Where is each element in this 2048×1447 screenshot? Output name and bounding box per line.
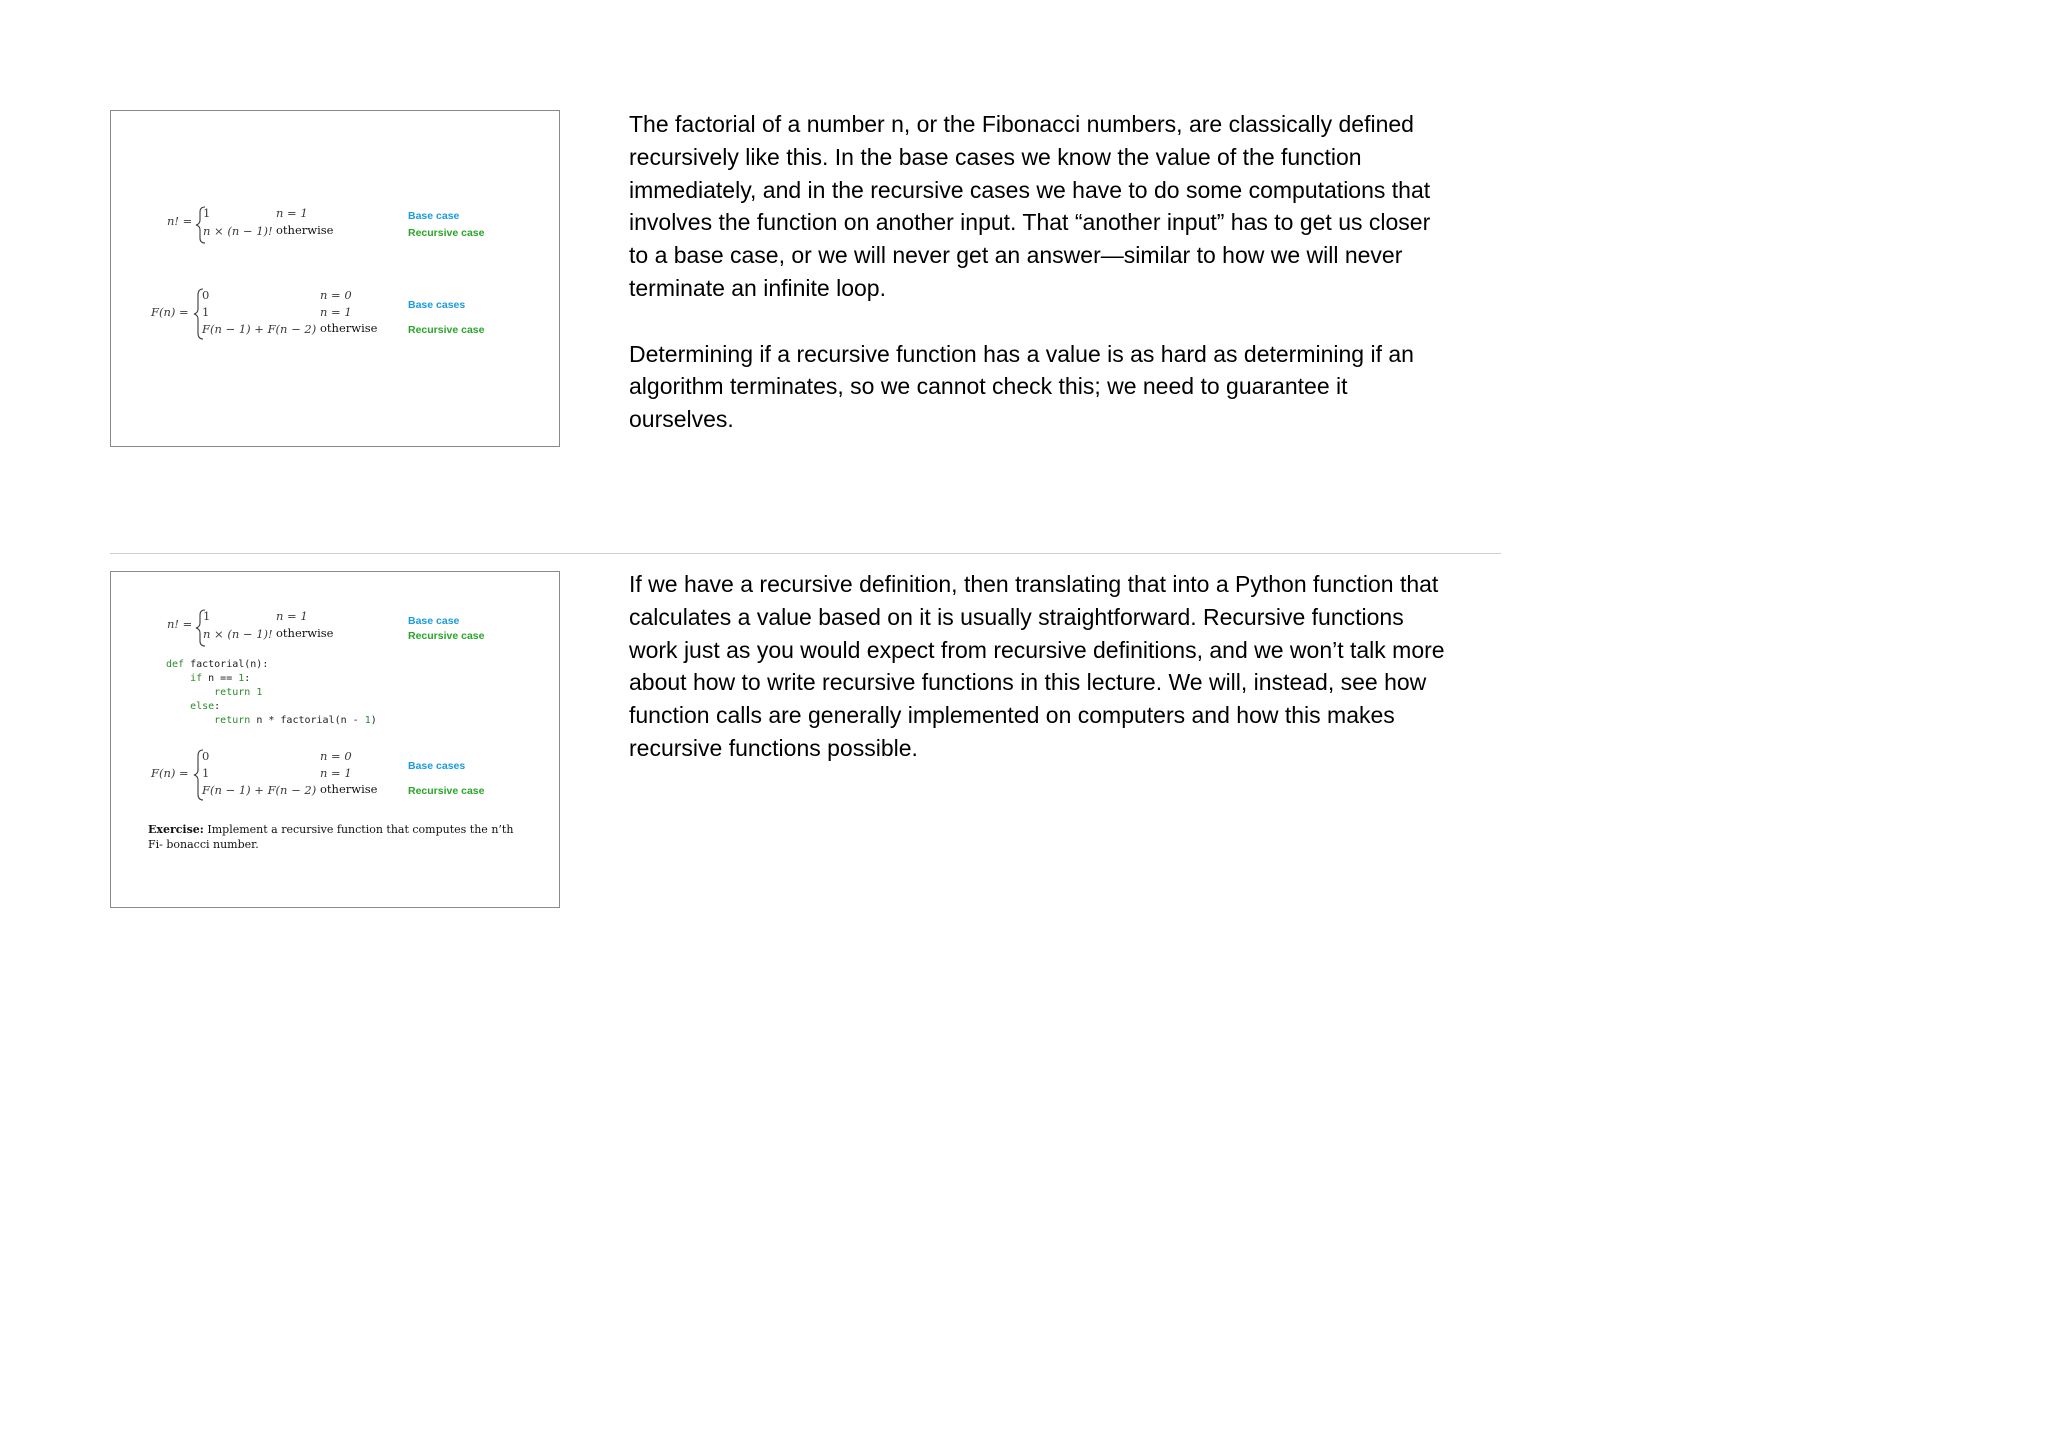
python-code-block <box>166 658 377 728</box>
base-cases-label: Base cases <box>408 760 466 772</box>
fibonacci-case3-value: F(n − 1) + F(n − 2) <box>202 322 317 336</box>
fibonacci-case2-condition: n = 1 <box>320 305 352 319</box>
factorial-case2-condition: otherwise <box>276 223 334 237</box>
section-divider <box>110 553 1501 554</box>
code-line: else: <box>166 701 221 712</box>
notes-paragraph: If we have a recursive definition, then translating that into a Python function that calculates a value based on it is usually straightforward. Recursive functions work just as you would expect from recursive definitions, and we won’t talk more about how to write recursive functions in this lecture. We will, instead, see how function calls are generally implemented on computers and how this makes recursive functions possible. <box>629 571 1445 761</box>
base-case-label: Base case <box>408 210 460 222</box>
fibonacci-case1-condition: n = 0 <box>320 749 352 763</box>
fibonacci-lhs: F(n) = <box>151 305 189 319</box>
factorial-lhs: n! = <box>167 617 193 631</box>
slide-thumbnail-2[interactable] <box>110 571 560 908</box>
speaker-notes-2 <box>629 568 1449 798</box>
fibonacci-case1-value: 0 <box>202 288 210 302</box>
speaker-notes-1 <box>629 108 1449 469</box>
notes-paragraph: The factorial of a number n, or the Fibonacci numbers, are classically defined recursively like this. In the base cases we know the value of the function immediately, and in the recursive cases we have to do some computations that involves the function on another input. That “another input” has to get us closer to a base case, or we will never get an answer—similar to how we will never terminate an infinite loop. <box>629 111 1431 301</box>
code-line: return n * factorial(n - 1) <box>166 715 377 726</box>
factorial-case1-value: 1 <box>203 206 211 220</box>
fibonacci-case1-condition: n = 0 <box>320 288 352 302</box>
recursive-case-label: Recursive case <box>408 324 485 336</box>
notes-paragraph: Determining if a recursive function has a value is as hard as determining if an algorithm terminates, so we cannot check this; we need to guarantee it ourselves. <box>629 340 1414 433</box>
factorial-case1-condition: n = 1 <box>276 609 308 623</box>
fibonacci-lhs: F(n) = <box>151 766 189 780</box>
fibonacci-formula <box>151 748 531 804</box>
fibonacci-case1-value: 0 <box>202 749 210 763</box>
recursive-case-label: Recursive case <box>408 227 485 239</box>
recursive-case-label: Recursive case <box>408 785 485 797</box>
fibonacci-case3-value: F(n − 1) + F(n − 2) <box>202 783 317 797</box>
factorial-case2-value: n × (n − 1)! <box>203 224 273 238</box>
fibonacci-case2-value: 1 <box>202 305 210 319</box>
fibonacci-case2-condition: n = 1 <box>320 766 352 780</box>
exercise-body: Implement a recursive function that computes the n’th Fi- bonacci number. <box>148 823 514 851</box>
factorial-case2-condition: otherwise <box>276 626 334 640</box>
fibonacci-case3-condition: otherwise <box>320 782 378 796</box>
recursive-case-label: Recursive case <box>408 630 485 642</box>
fibonacci-formula <box>151 287 531 343</box>
exercise-label: Exercise: <box>148 823 204 836</box>
slide-thumbnail-1[interactable] <box>110 110 560 447</box>
factorial-lhs: n! = <box>167 214 193 228</box>
base-case-label: Base case <box>408 615 460 627</box>
factorial-case1-value: 1 <box>203 609 211 623</box>
factorial-formula <box>167 205 527 245</box>
code-line: return 1 <box>166 687 263 698</box>
factorial-case2-value: n × (n − 1)! <box>203 627 273 641</box>
base-cases-label: Base cases <box>408 299 466 311</box>
factorial-formula <box>167 608 527 648</box>
code-line: def factorial(n): <box>166 659 269 670</box>
fibonacci-case3-condition: otherwise <box>320 321 378 335</box>
exercise-text <box>148 823 528 852</box>
factorial-case1-condition: n = 1 <box>276 206 308 220</box>
code-line: if n == 1: <box>166 673 251 684</box>
fibonacci-case2-value: 1 <box>202 766 210 780</box>
